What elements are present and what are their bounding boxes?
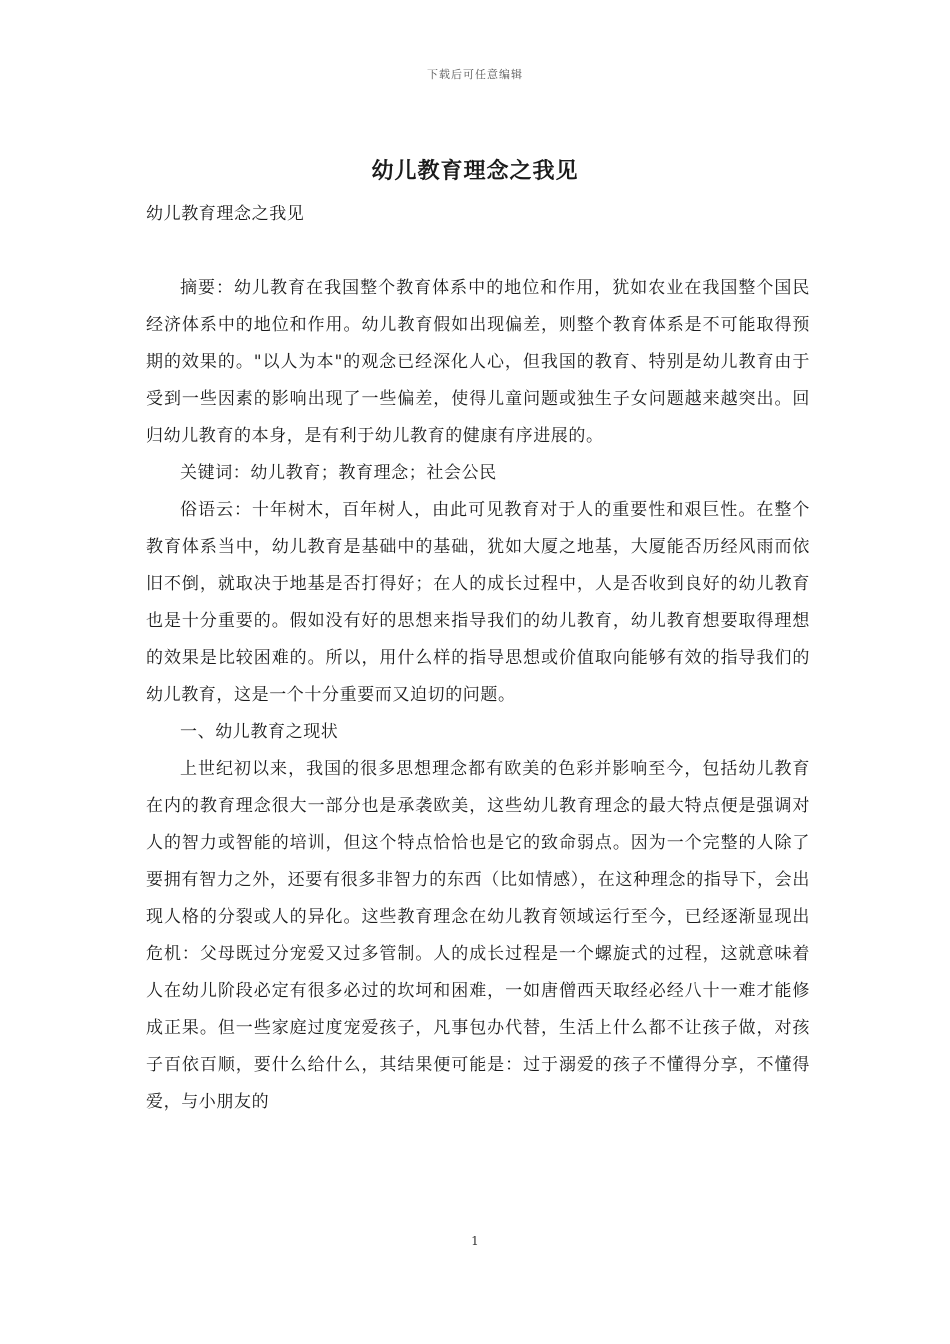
- body-paragraph: 上世纪初以来，我国的很多思想理念都有欧美的色彩并影响至今，包括幼儿教育在内的教育理念很大一部分也是承袭欧美，这些幼儿教育理念的最大特点便是强调对人的智力或智能的培训，但这个特点恰恰也是它的致命弱点。因为一个完整的人除了要拥有智力之外，还要有很多非智力的东西（比如情感），在这种理念的指导下，会出现人格的分裂或人的异化。这些教育理念在幼儿教育领域运行至今，已经逐渐显现出危机：父母既过分宠爱又过多管制。人的成长过程是一个螺旋式的过程，这就意味着人在幼儿阶段必定有很多必过的坎坷和困难，一如唐僧西天取经必经八十一难才能修成正果。但一些家庭过度宠爱孩子，凡事包办代替，生活上什么都不让孩子做，对孩子百依百顺，要什么给什么，其结果便可能是：过于溺爱的孩子不懂得分享，不懂得爱，与小朋友的: [146, 759, 810, 1112]
- document-subtitle: 幼儿教育理念之我见: [146, 204, 305, 224]
- section-heading: 一、幼儿教育之现状: [180, 722, 339, 742]
- document-title: 幼儿教育理念之我见: [371, 158, 579, 184]
- page-header-note: 下载后可任意编辑: [427, 68, 523, 81]
- blank-line: [146, 233, 810, 270]
- body-paragraph: 俗语云：十年树木，百年树人，由此可见教育对于人的重要性和艰巨性。在整个教育体系当中，幼儿教育是基础中的基础，犹如大厦之地基，大厦能否历经风雨而依旧不倒，就取决于地基是否打得好；在人的成长过程中，人是否收到良好的幼儿教育也是十分重要的。假如没有好的思想来指导我们的幼儿教育，幼儿教育想要取得理想的效果是比较困难的。所以，用什么样的指导思想或价值取向能够有效的指导我们的幼儿教育，这是一个十分重要而又迫切的问题。: [146, 500, 810, 705]
- document-body: [146, 196, 810, 1121]
- abstract-paragraph: 摘要：幼儿教育在我国整个教育体系中的地位和作用，犹如农业在我国整个国民经济体系中的地位和作用。幼儿教育假如出现偏差，则整个教育体系是不可能取得预期的效果的。"以人为本"的观念已经深化人心，但我国的教育、特别是幼儿教育由于受到一些因素的影响出现了一些偏差，使得儿童问题或独生子女问题越来越突出。回归幼儿教育的本身，是有利于幼儿教育的健康有序进展的。: [146, 278, 810, 446]
- page-number: 1: [471, 1234, 479, 1248]
- keywords-paragraph: 关键词：幼儿教育；教育理念；社会公民: [180, 463, 497, 483]
